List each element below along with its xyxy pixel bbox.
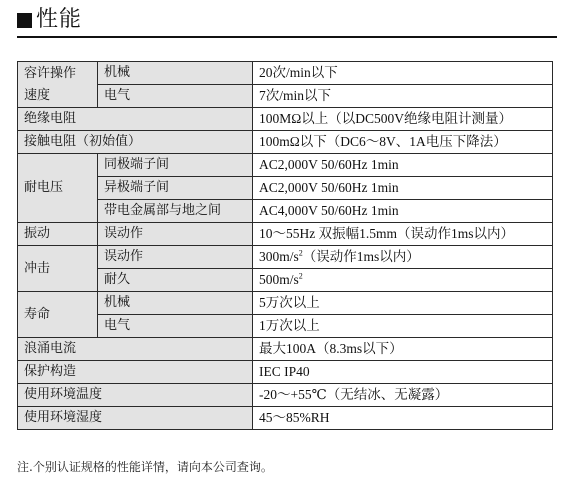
section-title: 性能 [36, 7, 83, 32]
operating-speed-label-line2: 速度 [24, 87, 51, 103]
table-row [18, 246, 553, 269]
shock-durability-label: 耐久 [98, 269, 253, 292]
contact-resistance-value: 100mΩ以下（DC6～8V、1A电压下降法） [253, 131, 553, 154]
vibration-sub-label: 误动作 [98, 223, 253, 246]
table-row [18, 131, 553, 154]
table-row [18, 384, 553, 407]
operating-speed-label-line1: 容许操作 [24, 65, 77, 81]
shock-malfunction-label: 误动作 [98, 246, 253, 269]
temperature-value: -20～+55℃（无结冰、无凝露） [253, 384, 553, 407]
life-mechanical-value: 5万次以上 [253, 292, 553, 315]
table-row [18, 200, 553, 223]
life-mechanical-label: 机械 [98, 292, 253, 315]
dielectric-same-pole-value: AC2,000V 50/60Hz 1min [253, 154, 553, 177]
table-row [18, 177, 553, 200]
vibration-label: 振动 [18, 223, 98, 246]
insulation-resistance-value: 100MΩ以上（以DC500V绝缘电阻计测量） [253, 108, 553, 131]
footnote: 注.个别认证规格的性能详情，请向本公司查询。 [17, 460, 273, 474]
table-row [18, 85, 553, 108]
dielectric-strength-label: 耐电压 [18, 154, 98, 223]
operating-speed-mechanical-value: 20次/min以下 [253, 62, 553, 85]
table-row [18, 338, 553, 361]
insulation-resistance-label: 绝缘电阻 [18, 108, 253, 131]
shock-durability-value-exponent: 2 [298, 271, 303, 281]
table-row [18, 407, 553, 430]
vibration-value: 10～55Hz 双振幅1.5mm（误动作1ms以内） [253, 223, 553, 246]
humidity-value: 45～85%RH [253, 407, 553, 430]
table-row [18, 154, 553, 177]
table-row [18, 108, 553, 131]
dielectric-different-pole-label: 异极端子间 [98, 177, 253, 200]
protection-label: 保护构造 [18, 361, 253, 384]
protection-value: IEC IP40 [253, 361, 553, 384]
contact-resistance-label: 接触电阻（初始值） [18, 131, 253, 154]
operating-speed-electrical-label: 电气 [98, 85, 253, 108]
table-row [18, 315, 553, 338]
shock-durability-value-main: 500m/s [259, 272, 299, 287]
table-row [18, 361, 553, 384]
shock-malfunction-value [253, 246, 553, 269]
table-row [18, 62, 553, 85]
section-heading [17, 6, 82, 34]
operating-speed-mechanical-label: 机械 [98, 62, 253, 85]
life-label: 寿命 [18, 292, 98, 338]
dielectric-same-pole-label: 同极端子间 [98, 154, 253, 177]
inrush-current-label: 浪涌电流 [18, 338, 253, 361]
operating-speed-label [18, 62, 98, 108]
humidity-label: 使用环境湿度 [18, 407, 253, 430]
shock-durability-value [253, 269, 553, 292]
operating-speed-electrical-value: 7次/min以下 [253, 85, 553, 108]
table-row [18, 292, 553, 315]
inrush-current-value: 最大100A（8.3ms以下） [253, 338, 553, 361]
dielectric-metal-ground-label: 带电金属部与地之间 [98, 200, 253, 223]
dielectric-different-pole-value: AC2,000V 50/60Hz 1min [253, 177, 553, 200]
shock-label: 冲击 [18, 246, 98, 292]
table-row [18, 223, 553, 246]
shock-malfunction-value-exponent: 2 [298, 248, 303, 258]
performance-spec-table [17, 61, 553, 430]
heading-square-icon [17, 13, 32, 28]
shock-malfunction-value-main: 300m/s [259, 249, 299, 264]
heading-rule [17, 36, 557, 38]
life-electrical-value: 1万次以上 [253, 315, 553, 338]
life-electrical-label: 电气 [98, 315, 253, 338]
table-row [18, 269, 553, 292]
shock-malfunction-value-note: （误动作1ms以内） [302, 249, 420, 264]
dielectric-metal-ground-value: AC4,000V 50/60Hz 1min [253, 200, 553, 223]
temperature-label: 使用环境温度 [18, 384, 253, 407]
